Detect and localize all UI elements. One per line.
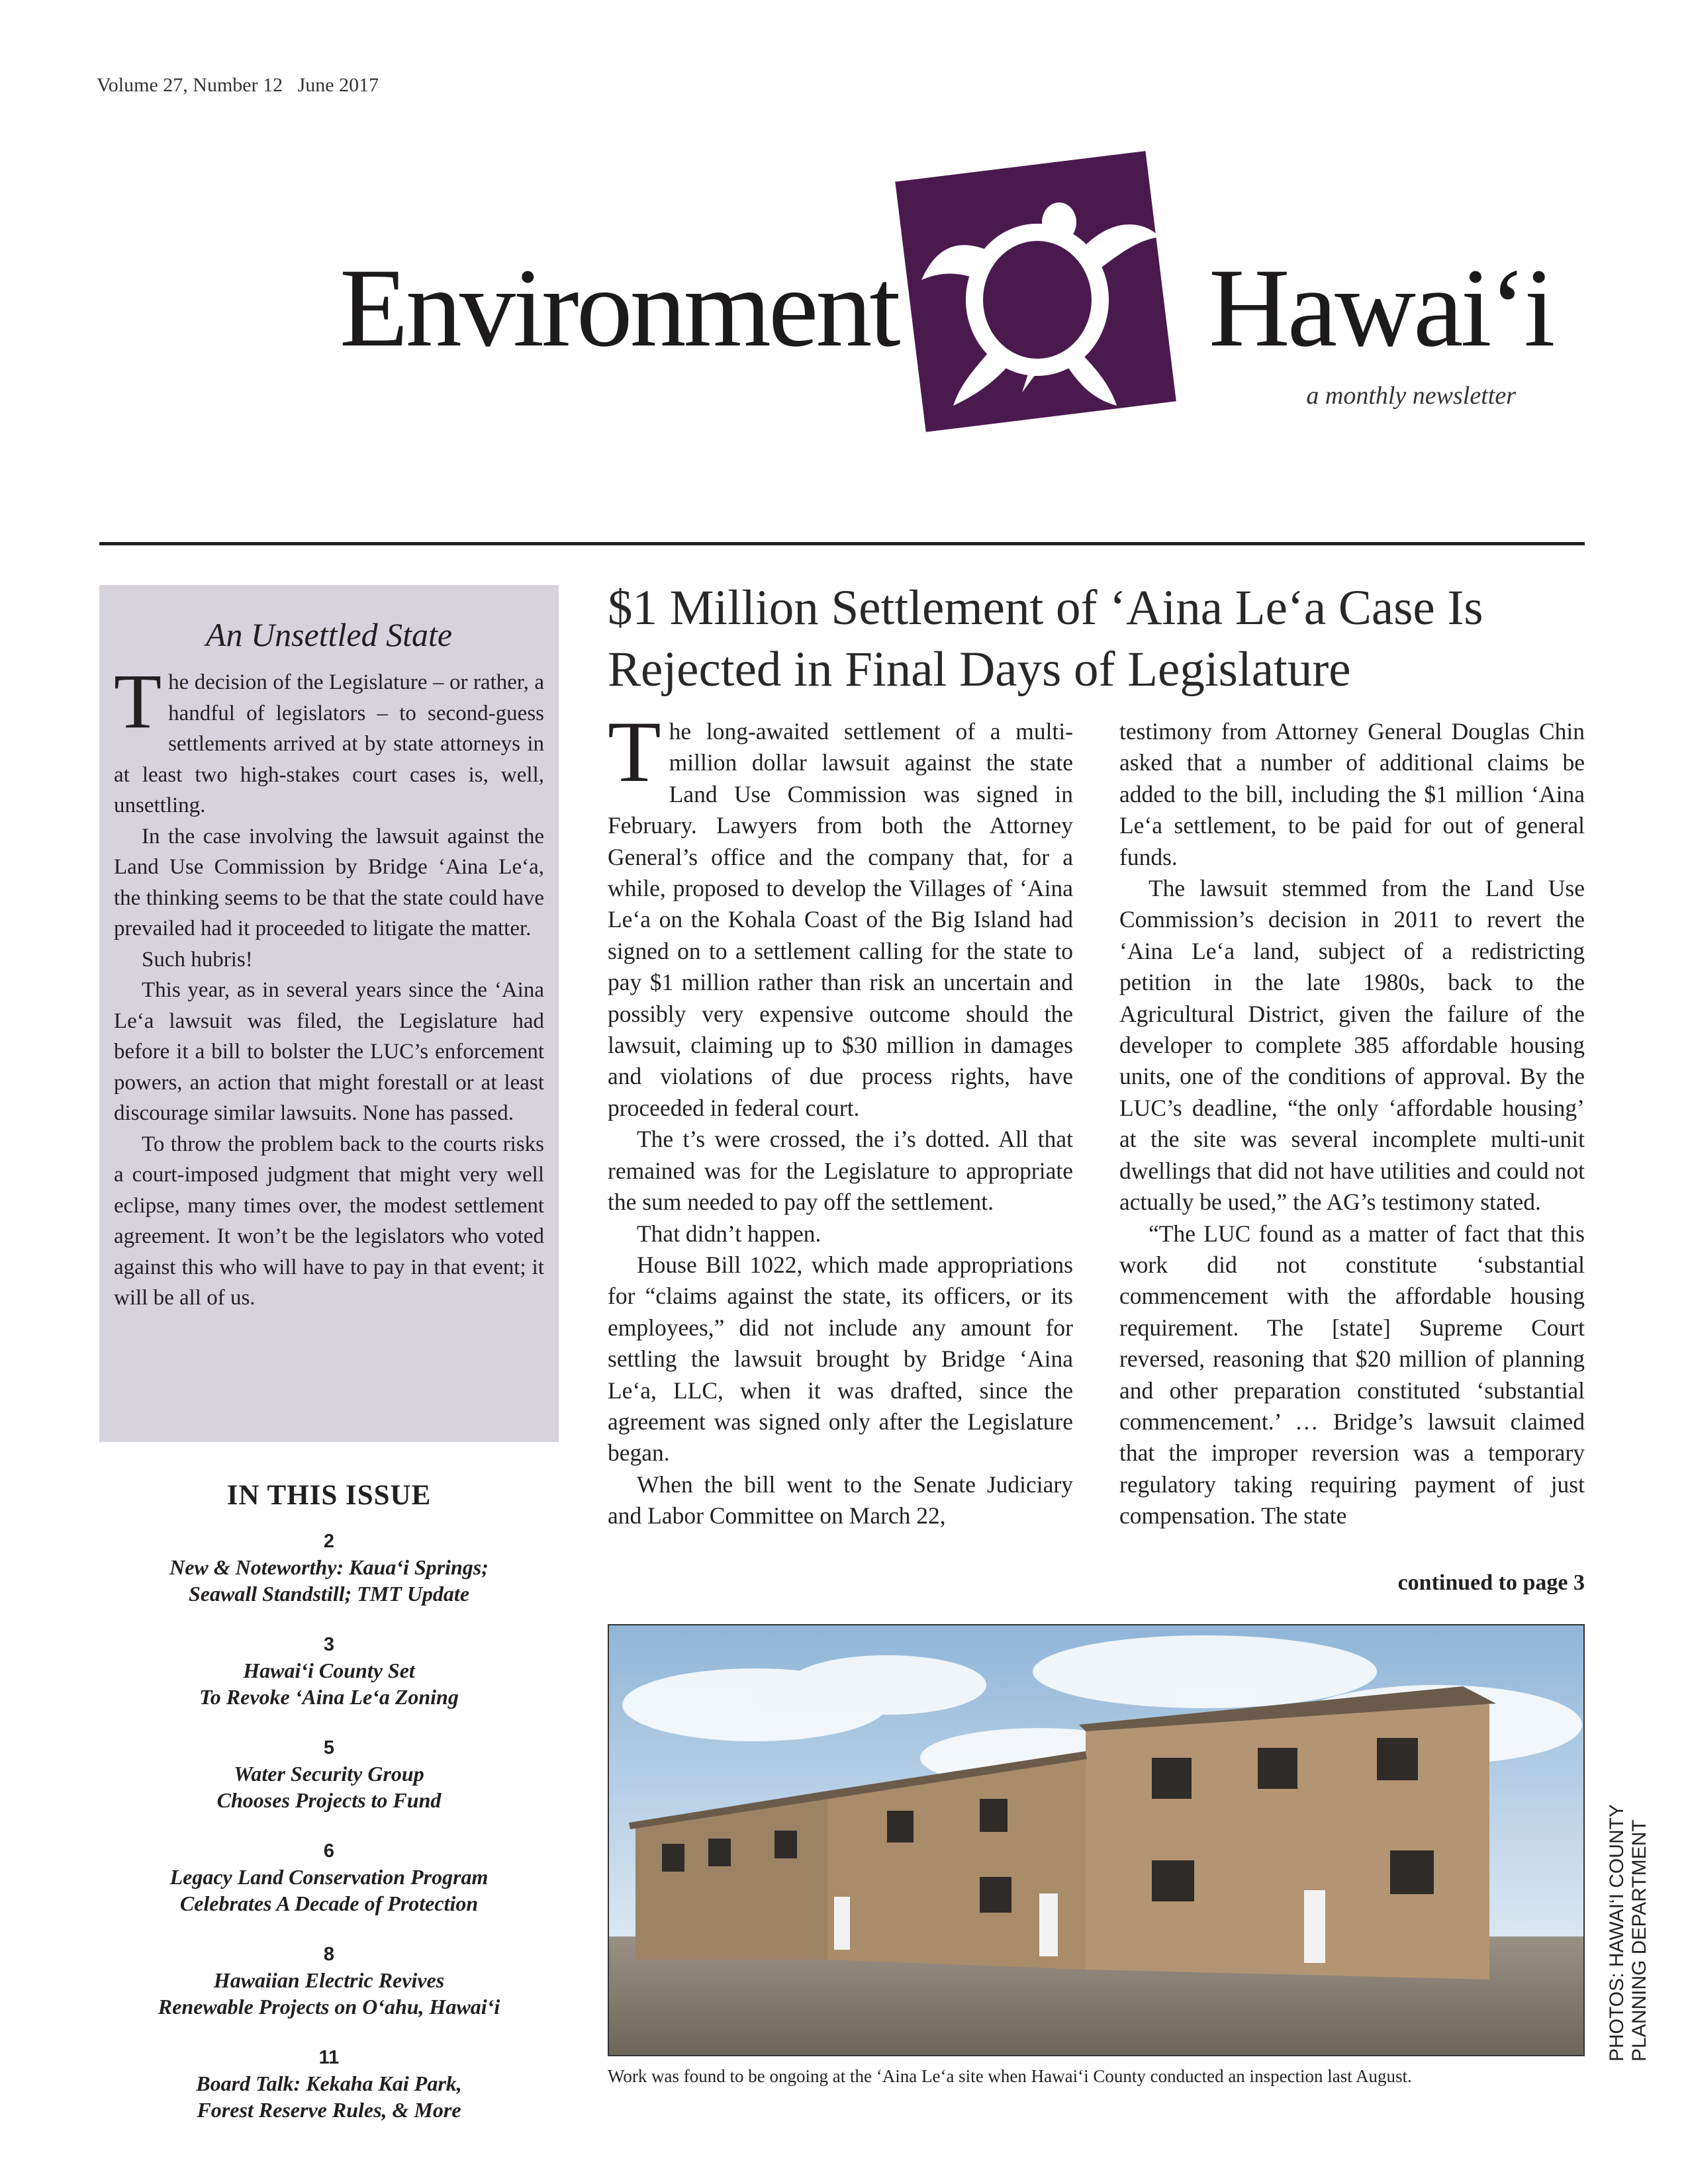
article-paragraph: The lawsuit stemmed from the Land Use Commission’s decision in 2011 to revert the ‘Aina Le‘a land, subject of a redistricting petition in the late 1980s, back to the Agricultural District, given the failure of the developer to complete 385 affordable housing units, one of the conditions of approval. By the LUC’s deadline, “the only ‘affordable housing’ at the site was several incomplete multi-unit dwellings that did not have utilities and could not actually be used,” the AG’s testimony stated. <box>1119 875 1585 1216</box>
article-paragraph: House Bill 1022, which made appropriations for “claims against the state, its officers, or its employees,” did not include any amount for settling the lawsuit brought by Bridge ‘Aina Le‘a, LLC, when it was drafted, since the agreement was signed only after the Legislature began. <box>608 1251 1073 1467</box>
toc-item[interactable] <box>99 1839 559 1917</box>
toc-item[interactable] <box>99 1735 559 1813</box>
toc-page-number: 2 <box>323 1531 335 1552</box>
toc-line: Legacy Land Conservation Program <box>169 1865 489 1889</box>
article-column-2 <box>1119 716 1585 1532</box>
article-photo <box>608 1624 1585 2056</box>
photo-credit <box>1606 1804 1651 2062</box>
article-paragraph: “The LUC found as a matter of fact that this work did not constitute ‘substantial commencement with the affordable housing requirement. The [state] Supreme Court reversed, reasoning that $20 million of planning and other preparation constituted ‘substantial commencement.’ … Bridge’s lawsuit claimed that the improper reversion was a temporary regulatory taking requiring payment of just compensation. The state <box>1119 1220 1585 1529</box>
toc-line: Water Security Group <box>234 1762 424 1786</box>
article-headline: $1 Million Settlement of ‘Aina Le‘a Case Is Rejected in Final Days of Legislature <box>608 580 1483 697</box>
issue-line: Volume 27, Number 12 June 2017 <box>97 74 379 96</box>
logo <box>882 138 1190 445</box>
masthead-rule <box>99 542 1585 545</box>
photo-illustration <box>609 1625 1583 2055</box>
toc-line: Seawall Standstill; TMT Update <box>188 1582 470 1606</box>
toc-item[interactable] <box>99 2045 559 2123</box>
article-paragraph: testimony from Attorney General Douglas Chin asked that a number of additional claims be added to the bill, including the $1 million ‘Aina Le‘a settlement, to be paid for out of general funds. <box>1119 718 1585 870</box>
toc-page-number: 5 <box>323 1737 335 1758</box>
in-this-issue-list <box>99 1529 559 2148</box>
editorial-text <box>114 658 544 1314</box>
logo-square <box>882 138 1190 445</box>
article-paragraph: The t’s were crossed, the i’s dotted. All that remained was for the Legislature to appropriate the sum needed to pay off the settlement. <box>608 1126 1073 1216</box>
tagline: a monthly newsletter <box>1306 382 1516 410</box>
toc-line: Hawai‘i County Set <box>243 1659 415 1682</box>
toc-line: Forest Reserve Rules, & More <box>197 2098 461 2122</box>
editorial-title: An Unsettled State <box>205 616 453 653</box>
editorial-dropcap: T <box>114 658 162 745</box>
editorial-paragraph: In the case involving the lawsuit against the Land Use Commission by Bridge ‘Aina Le‘a, the thinking seems to be that the state could have prevailed had it proceeded to litigate the matter. <box>114 824 544 940</box>
toc-line: Hawaiian Electric Revives <box>213 1968 445 1992</box>
editorial-paragraph: This year, as in several years since the ‘Aina Le‘a lawsuit was filed, the Legislature had before it a bill to bolster the LUC’s enforcement powers, an action that might forestall or at least discourage similar lawsuits. None has passed. <box>114 978 544 1125</box>
toc-page-number: 3 <box>323 1634 335 1655</box>
toc-line: Chooses Projects to Fund <box>216 1788 442 1812</box>
article-dropcap: T <box>608 703 661 800</box>
article-paragraph: When the bill went to the Senate Judiciary and Labor Committee on March 22, <box>608 1471 1073 1529</box>
toc-line: Celebrates A Decade of Protection <box>179 1891 479 1915</box>
article-paragraph: That didn’t happen. <box>637 1220 821 1247</box>
photo-caption: Work was found to be ongoing at the ‘Aina Le‘a site when Hawai‘i County conducted an inspection last August. <box>608 2066 1412 2086</box>
editorial-box <box>99 585 559 1442</box>
continued-link[interactable]: continued to page 3 <box>1397 1570 1585 1595</box>
photo-credit-line: PHOTOS: HAWAI‘I COUNTY <box>1606 1804 1628 2062</box>
in-this-issue-heading: IN THIS ISSUE <box>226 1480 432 1511</box>
article-column-1 <box>608 703 1073 1532</box>
photo-credit-line: PLANNING DEPARTMENT <box>1628 1819 1650 2062</box>
toc-line: To Revoke ‘Aina Le‘a Zoning <box>199 1685 459 1709</box>
toc-line: New & Noteworthy: Kaua‘i Springs; <box>169 1555 489 1579</box>
toc-line: Board Talk: Kekaha Kai Park, <box>196 2071 462 2095</box>
article-paragraph-text: he long-awaited settlement of a multi-million dollar lawsuit against the state Land Use Commission was signed in February. Lawyers from both the Attorney General’s office and the company that, for a while, proposed to develop the Villages of ‘Aina Le‘a on the Kohala Coast of the Big Island had signed on to a settlement calling for the state to pay $1 million rather than risk an uncertain and possibly very expensive outcome should the lawsuit, claiming up to $30 million in damages and violations of due process rights, have proceeded in federal court. <box>608 718 1073 1121</box>
toc-item[interactable] <box>99 1942 559 2020</box>
toc-item[interactable] <box>99 1632 559 1710</box>
article-paragraph <box>608 703 1073 1124</box>
toc-page-number: 11 <box>318 2047 340 2068</box>
toc-item[interactable] <box>99 1529 559 1607</box>
editorial-paragraph-text: he decision of the Legislature – or rather, a handful of legislators – to second-guess settlements arrived at by state attorneys in at least two high-stakes court cases is, well, unsettling. <box>114 670 544 817</box>
toc-line: Renewable Projects on O‘ahu, Hawai‘i <box>158 1995 500 2019</box>
toc-page-number: 6 <box>323 1841 335 1862</box>
masthead-title-right: Hawaiʻi <box>1209 246 1553 370</box>
editorial-paragraph: Such hubris! <box>142 947 253 972</box>
editorial-paragraph <box>114 658 544 821</box>
masthead-title-left: Environment <box>340 246 898 370</box>
editorial-paragraph: To throw the problem back to the courts risks a court-imposed judgment that might very well eclipse, many times over, the modest settlement agreement. It won’t be the legislators who voted against this who will have to pay in that event; it will be all of us. <box>114 1132 544 1310</box>
toc-page-number: 8 <box>323 1944 335 1965</box>
